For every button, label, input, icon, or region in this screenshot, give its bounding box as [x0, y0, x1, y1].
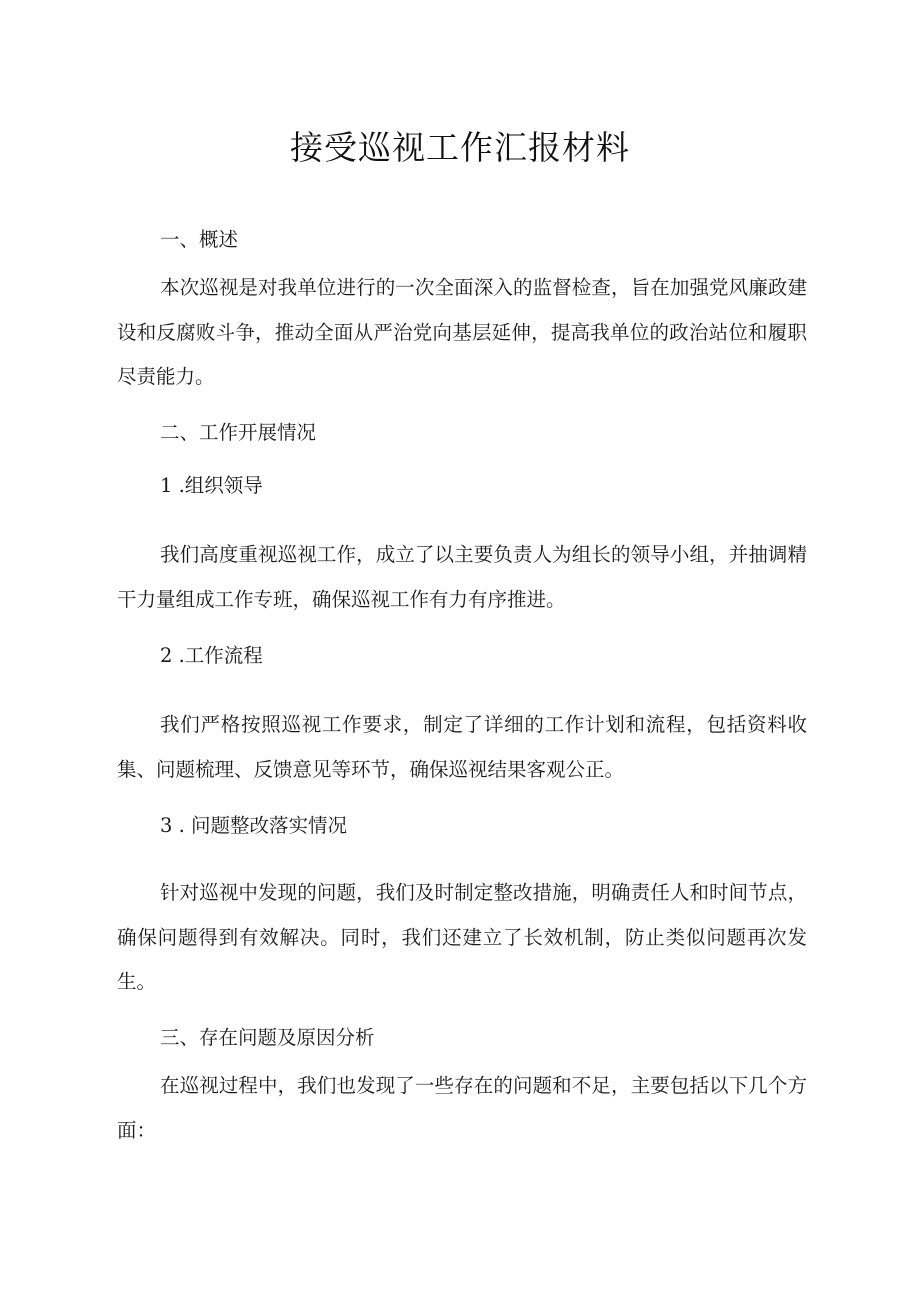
section-heading-overview: 一、概述 — [160, 228, 239, 251]
section-heading-work-progress: 二、工作开展情况 — [160, 421, 317, 444]
organization-paragraph: 我们高度重视巡视工作，成立了以主要负责人为组长的领导小组，并抽调精干力量组成工作专班，确保巡视工作有力有序推进。 — [117, 543, 807, 611]
rectification-paragraph: 针对巡视中发现的问题，我们及时制定整改措施，明确责任人和时间节点，确保问题得到有效解决。同时，我们还建立了长效机制，防止类似问题再次发生。 — [117, 881, 807, 993]
subheading-rectification: 3 . 问题整改落实情况 — [160, 814, 348, 837]
workflow-paragraph: 我们严格按照巡视工作要求，制定了详细的工作计划和流程，包括资料收集、问题梳理、反馈意见等环节，确保巡视结果客观公正。 — [117, 713, 807, 781]
subheading-workflow: 2 .工作流程 — [160, 644, 263, 667]
problems-paragraph: 在巡视过程中，我们也发现了一些存在的问题和不足，主要包括以下几个方面： — [117, 1074, 807, 1142]
subheading-organization: 1 .组织领导 — [160, 474, 263, 497]
overview-paragraph: 本次巡视是对我单位进行的一次全面深入的监督检查，旨在加强党风廉政建设和反腐败斗争，推动全面从严治党向基层延伸，提高我单位的政治站位和履职尽责能力。 — [117, 276, 807, 388]
document-title: 接受巡视工作汇报材料 — [290, 128, 630, 167]
section-heading-problems: 三、存在问题及原因分析 — [160, 1026, 375, 1049]
